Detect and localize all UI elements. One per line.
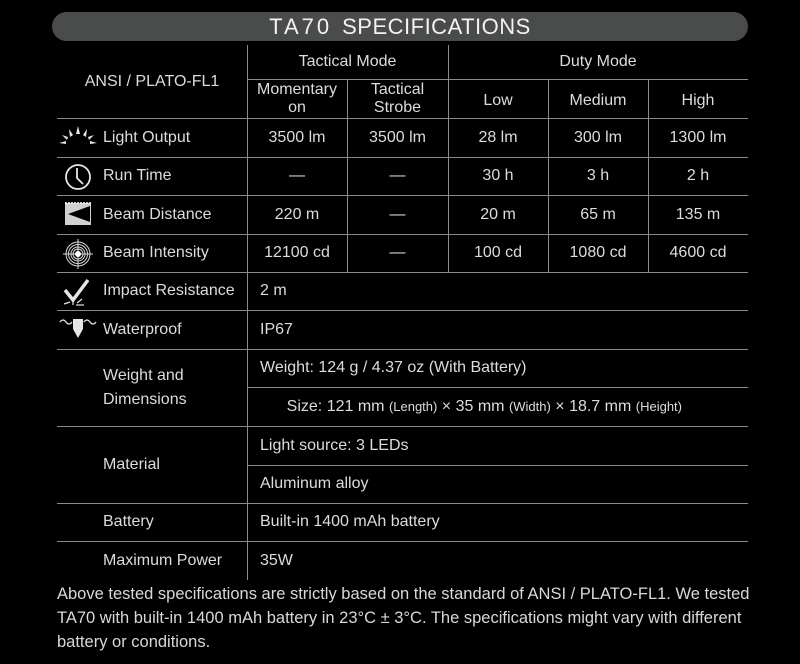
light-output-icon [58,124,98,150]
size-part: Size: 121 mm [286,398,389,415]
value-cell: 3500 lm [268,128,326,146]
value-cell: 300 lm [573,128,623,146]
value-cell: 12100 cd [264,244,330,261]
row-label-material: Material [103,455,160,473]
label-line: Weight and [103,366,184,384]
title-label: SPECIFICATIONS [342,14,531,39]
value-cell: — [289,167,305,184]
value-waterproof: IP67 [260,320,293,338]
value-cell: 1080 cd [569,244,627,261]
column-tactical-strobe [347,80,448,118]
value-cell: 100 cd [473,244,523,261]
value-body-material: Aluminum alloy [260,475,369,492]
title-bar [52,12,748,41]
row-label-beam-distance: Beam Distance [103,205,212,223]
value-cell: — [389,244,406,261]
value-maximum-power: 35W [260,551,293,569]
column-low: Low [483,92,513,109]
row-label-beam-intensity: Beam Intensity [103,244,209,261]
value-cell: 30 h [482,167,514,184]
value-weight: Weight: 124 g / 4.37 oz (With Battery) [260,359,527,376]
clock-icon [63,163,93,191]
size-part: × 18.7 mm [550,398,636,415]
column-label: Momentary [256,81,338,98]
row-label-impact-resistance: Impact Resistance [103,282,235,299]
target-icon [63,239,93,269]
row-label-maximum-power: Maximum Power [103,551,223,569]
row-label-battery: Battery [103,513,154,530]
column-momentary-on [247,80,347,118]
size-part: × 35 mm [437,398,509,415]
value-cell: 135 m [675,205,721,223]
value-light-source: Light source: 3 LEDs [260,436,409,454]
size-unit-label: (Height) [635,399,682,414]
footnote: Above tested specifications are strictly based on the standard of ANSI / PLATO-FL1. We tested TA70 with built-in 1400 mAh battery in 23°C ± 3°C. The specifications might vary with different battery or conditions. [57,585,750,651]
label-line: Dimensions [103,390,187,408]
value-cell: — [389,205,406,223]
row-label-light-output: Light Output [103,128,191,146]
column-label: Strobe [373,99,422,116]
value-impact-resistance: 2 m [260,282,287,299]
row-label-waterproof: Waterproof [103,320,182,338]
beam-distance-icon [64,202,92,226]
value-size [260,388,740,426]
value-cell: 3500 lm [369,128,426,146]
size-unit-label: (Length) [388,399,438,414]
value-cell: 2 h [686,167,710,184]
group-tactical-mode: Tactical Mode [298,53,397,70]
waterproof-icon [58,316,98,340]
value-cell: 1300 lm [669,128,727,146]
size-unit-label: (Width) [508,399,551,414]
column-high: High [681,92,715,109]
value-cell: 4600 cd [669,244,727,261]
value-cell: 220 m [274,205,320,223]
column-label: on [288,99,306,116]
value-cell: 3 h [586,167,610,184]
column-label: Tactical [370,81,425,98]
row-label-run-time: Run Time [103,167,172,184]
value-cell: — [389,167,406,184]
value-battery: Built-in 1400 mAh battery [260,513,440,530]
value-cell: 65 m [580,205,616,223]
row-label-weight-dimensions [103,349,187,426]
column-medium: Medium [569,92,627,109]
value-cell: 20 m [480,205,516,223]
group-duty-mode: Duty Mode [559,53,637,70]
impact-icon [62,278,94,306]
value-cell: 28 lm [478,128,518,146]
model-name: TA70 [269,14,333,39]
standard-header: ANSI / PLATO-FL1 [84,72,220,90]
